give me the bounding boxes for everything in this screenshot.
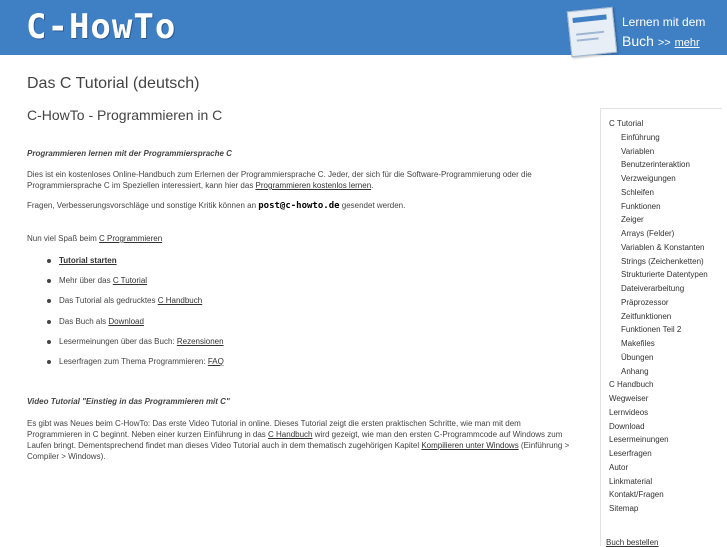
- sidebar-item-variablen[interactable]: Variablen: [621, 146, 655, 156]
- sidebar-item-zeitfunktionen[interactable]: Zeitfunktionen: [621, 311, 672, 321]
- site-header: [0, 0, 727, 55]
- sidebar-item-kontakt-fragen[interactable]: Kontakt/Fragen: [609, 490, 664, 500]
- sidebar-item-c-tutorial[interactable]: C Tutorial: [609, 119, 644, 128]
- video-text: Es gibt was Neues beim C-HowTo: Das erste Video Tutorial in online. Dieses Tutorial zeigt die ersten praktischen Schritte, wie man mit dem Programmieren in C beginnt. Neben einer kurzen Einführung in das: [27, 419, 521, 439]
- sidebar-item-download[interactable]: Download: [609, 421, 645, 431]
- list-item-text: Lesermeinungen über das Buch:: [59, 336, 177, 346]
- book-promo: [622, 15, 705, 54]
- learn-free-link[interactable]: Programmieren kostenlos lernen: [255, 181, 372, 190]
- book-promo-line1: Lernen mit dem: [622, 15, 706, 29]
- page-title: Das C Tutorial (deutsch): [27, 75, 200, 92]
- list-item-text: Das Buch als: [59, 316, 109, 326]
- sidebar-item-präprozessor[interactable]: Präprozessor: [621, 297, 669, 307]
- sidebar-item-strukturierte-datentypen[interactable]: Strukturierte Datentypen: [621, 270, 708, 280]
- list-item-text: Leserfragen zum Thema Programmieren:: [59, 356, 208, 366]
- sidebar-item-strings-zeichenketten[interactable]: Strings (Zeichenketten): [621, 256, 704, 266]
- c-programming-link[interactable]: C Programmieren: [99, 234, 163, 243]
- c-handbook-link[interactable]: C Handbuch: [157, 296, 203, 306]
- feedback-text: Fragen, Verbesserungsvorschläge und sonstige Kritik können an: [27, 201, 259, 210]
- intro-text: Dies ist ein kostenloses Online-Handbuch zum Erlernen der Programmiersprache C. Jeder, der sich für die Software-Programmierung oder die Programmiersprache C im Speziellen interessiert, kann hier das: [27, 170, 532, 190]
- list-item: [47, 317, 224, 337]
- list-item: [47, 357, 224, 377]
- reviews-link[interactable]: Rezensionen: [176, 336, 224, 346]
- sidebar-item-wegweiser[interactable]: Wegweiser: [609, 394, 649, 403]
- quick-links-list: [47, 256, 224, 377]
- order-book-link[interactable]: Buch bestellen: [606, 538, 659, 547]
- intro-paragraph: [27, 169, 572, 191]
- list-item: [47, 296, 224, 316]
- more-link[interactable]: mehr: [674, 37, 700, 49]
- fun-paragraph: [27, 233, 572, 244]
- sidebar-item-linkmaterial[interactable]: Linkmaterial: [609, 476, 653, 486]
- sidebar-item-makefiles[interactable]: Makefiles: [621, 339, 655, 348]
- book-promo-line2: [622, 30, 705, 54]
- intro-end: .: [371, 181, 374, 190]
- sidebar-item-sitemap[interactable]: Sitemap: [609, 504, 639, 513]
- section-title-learn: Programmieren lernen mit der Programmiersprache C: [27, 149, 232, 158]
- feedback-paragraph: [27, 200, 572, 212]
- video-handbook-link[interactable]: C Handbuch: [268, 430, 313, 439]
- sidebar-item-lernvideos[interactable]: Lernvideos: [609, 407, 649, 417]
- page-subtitle: C-HowTo - Programmieren in C: [27, 107, 223, 123]
- site-logo[interactable]: C-HowTo: [26, 7, 177, 47]
- sidebar-item-einführung[interactable]: Einführung: [621, 132, 660, 142]
- section-title-video: Video Tutorial "Einstieg in das Programmieren mit C": [27, 397, 230, 406]
- list-item-text: Das Tutorial als gedrucktes: [59, 296, 158, 306]
- sidebar-item-anhang[interactable]: Anhang: [621, 366, 649, 376]
- sidebar-item-zeiger[interactable]: Zeiger: [621, 215, 644, 225]
- sidebar-item-verzweigungen[interactable]: Verzweigungen: [621, 174, 676, 183]
- video-paragraph: [27, 418, 572, 462]
- sidebar-item-benutzerinteraktion[interactable]: Benutzerinteraktion: [621, 160, 690, 170]
- arrow-icon: >>: [657, 37, 671, 49]
- sidebar-item-c-handbuch[interactable]: C Handbuch: [609, 380, 654, 390]
- c-tutorial-link[interactable]: C Tutorial: [112, 276, 148, 286]
- list-item: [47, 256, 224, 276]
- sidebar-item-funktionen[interactable]: Funktionen: [621, 201, 661, 211]
- contact-email[interactable]: post@c-howto.de: [258, 201, 340, 211]
- list-item: [47, 337, 224, 357]
- video-text: wird gezeigt, wie man den ersten C-Programmcode auf Windows zum Laufen bringt. Dementsprechend findet man dieses Video Tutorial auch in dem thematisch zugehörigen Kapitel: [27, 430, 563, 450]
- book-cover-icon[interactable]: [567, 7, 618, 58]
- faq-link[interactable]: FAQ: [207, 356, 224, 366]
- fun-text: Nun viel Spaß beim: [27, 234, 100, 243]
- sidebar-item-übungen[interactable]: Übungen: [621, 352, 654, 362]
- list-item: [47, 276, 224, 296]
- sidebar-item-variablen-konstanten[interactable]: Variablen & Konstanten: [621, 242, 705, 252]
- book-promo-word: Buch: [622, 33, 654, 49]
- sidebar-nav: [600, 108, 722, 546]
- video-text: (Einführung > Compiler > Windows).: [27, 441, 570, 461]
- sidebar-item-dateiverarbeitung[interactable]: Dateiverarbeitung: [621, 284, 685, 293]
- sidebar-item-leserfragen[interactable]: Leserfragen: [609, 449, 652, 458]
- start-tutorial-link[interactable]: Tutorial starten: [59, 256, 117, 265]
- sidebar-item-funktionen-teil-2[interactable]: Funktionen Teil 2: [621, 325, 682, 335]
- sidebar-item-schleifen[interactable]: Schleifen: [621, 187, 654, 197]
- feedback-end: gesendet werden.: [339, 201, 406, 210]
- list-item-text: Mehr über das: [59, 276, 113, 286]
- sidebar-item-lesermeinungen[interactable]: Lesermeinungen: [609, 435, 669, 445]
- sidebar-item-arrays-felder[interactable]: Arrays (Felder): [621, 229, 675, 238]
- compile-windows-link[interactable]: Kompilieren unter Windows: [421, 441, 519, 450]
- sidebar-item-autor[interactable]: Autor: [609, 462, 629, 472]
- download-link[interactable]: Download: [108, 316, 144, 326]
